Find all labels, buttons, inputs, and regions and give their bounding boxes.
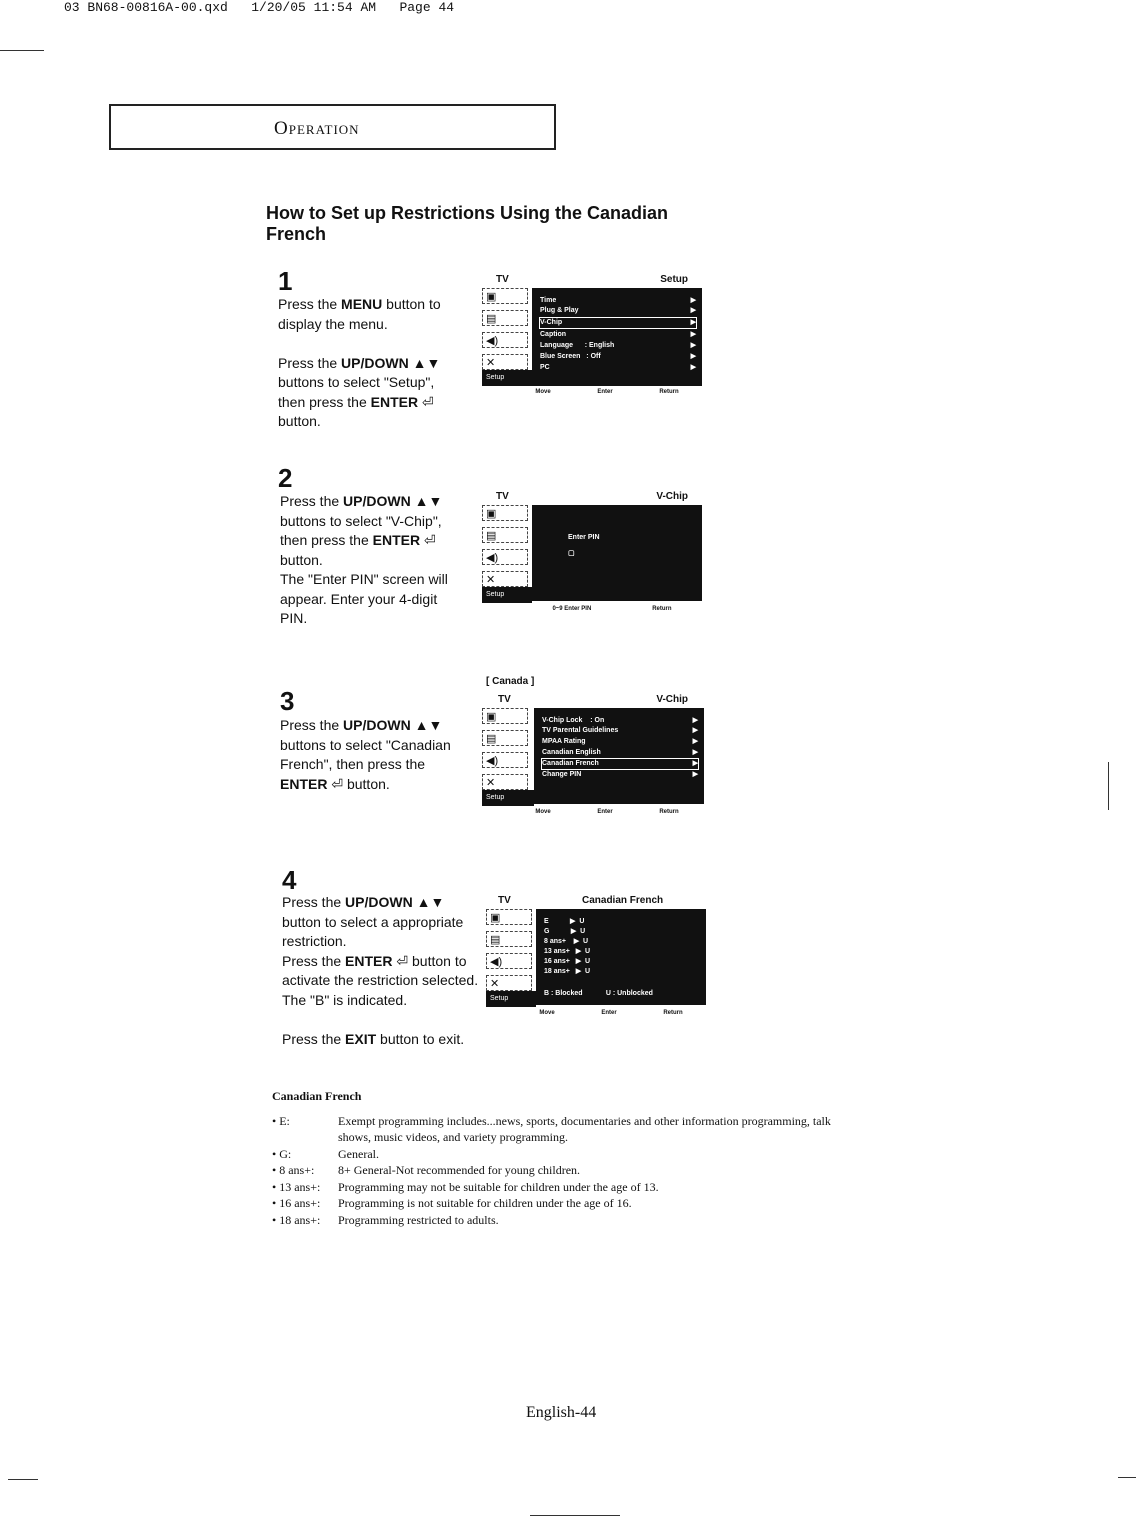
sound-icon: ◀) bbox=[482, 752, 528, 768]
list-item: • G: General. bbox=[272, 1146, 379, 1161]
section-box bbox=[109, 104, 556, 150]
screen-footer: Move Enter Return bbox=[535, 389, 679, 395]
setup-icon: ✕ bbox=[482, 354, 528, 370]
sound-icon: ◀) bbox=[482, 332, 528, 348]
screen-footer: 0~9 Enter PIN Return bbox=[552, 606, 672, 612]
picture-icon: ▣ bbox=[482, 505, 528, 521]
screen-tv-label: TV bbox=[496, 274, 509, 285]
print-header: 03 BN68-00816A-00.qxd 1/20/05 11:54 AM Page 44 bbox=[64, 0, 455, 15]
crop-mark bbox=[1108, 762, 1109, 810]
crop-mark bbox=[1118, 1477, 1136, 1478]
step-4-text: Press the UP/DOWN ▲▼ button to select a appropriate restriction. Press the ENTER ⏎ button to activate the restriction selected. The "B" is indicated. Press the EXIT button to exit. bbox=[282, 894, 479, 1047]
screen-footer: Move Enter Return bbox=[539, 1010, 683, 1016]
crop-mark bbox=[530, 1515, 620, 1516]
step-2-number: 2 bbox=[278, 463, 293, 493]
step-3-number: 3 bbox=[280, 686, 295, 716]
list-item: • E: Exempt programming includes...news, sports, documentaries and other information programming, talk shows, music videos, and variety programming. bbox=[272, 1113, 831, 1144]
step-2-text: Press the UP/DOWN ▲▼ buttons to select "V-Chip", then press the ENTER ⏎ button. The "Enter PIN" screen will appear. Enter your 4-digit PIN. bbox=[280, 493, 448, 626]
list-item: • 8 ans+: 8+ General-Not recommended for young children. bbox=[272, 1163, 581, 1177]
screen-footer: Move Enter Return bbox=[535, 809, 679, 815]
list-item: • 13 ans+: Programming may not be suitable for children under the age of 13. bbox=[272, 1179, 659, 1194]
region-label: [ Canada ] bbox=[486, 676, 535, 687]
step-1-number: 1 bbox=[278, 266, 293, 296]
step-4-number: 4 bbox=[282, 865, 297, 895]
crop-mark bbox=[8, 1479, 38, 1480]
page-number: English-44 bbox=[526, 1404, 597, 1421]
section-title: Operation bbox=[274, 118, 360, 139]
crop-mark bbox=[0, 50, 44, 51]
definitions-title: Canadian French bbox=[272, 1089, 362, 1103]
setup-menu: Time Plug & Play V-Chip Caption Language : English Blue Screen : Off PC ▶ ▶ ▶ ▶ ▶ ▶ ▶ bbox=[532, 288, 702, 386]
picture-icon: ▣ bbox=[486, 909, 532, 925]
step-3-text: Press the UP/DOWN ▲▼ buttons to select "Canadian French", then press the ENTER ⏎ button. bbox=[280, 717, 451, 792]
definitions-list bbox=[272, 1088, 832, 1228]
picture-icon: ▣ bbox=[482, 288, 528, 304]
sound-icon: ◀) bbox=[486, 953, 532, 969]
menu-screen-canadian-french: TV Canadian French ▣ ▤ ◀) ✕ Setup E ▶ U G ▶ U 8 ans+ ▶ U 13 ans+ ▶ U 16 ans+ ▶ U 18 ans+ ▶ U B : Blocked U : Unblocked Move Enter Return bbox=[486, 895, 708, 1023]
page-heading: How to Set up Restrictions Using the Canadian French bbox=[266, 203, 669, 244]
list-item: • 18 ans+: Programming restricted to adults. bbox=[272, 1212, 499, 1227]
channel-icon: ▤ bbox=[482, 527, 528, 543]
screen-title: Setup bbox=[660, 274, 688, 285]
picture-icon: ▣ bbox=[482, 708, 528, 724]
channel-icon: ▤ bbox=[482, 730, 528, 746]
step-1-text: Press the MENU button to display the menu. Press the UP/DOWN ▲▼ buttons to select "Setup", then press the ENTER ⏎ button. bbox=[278, 296, 441, 429]
setup-tab: Setup bbox=[482, 370, 532, 386]
list-item: • 16 ans+: Programming is not suitable for children under the age of 16. bbox=[272, 1196, 632, 1210]
setup-icon: ✕ bbox=[482, 774, 528, 790]
menu-screen-setup bbox=[482, 274, 704, 402]
setup-icon: ✕ bbox=[486, 975, 532, 991]
menu-screen-vchip-pin: TV V-Chip ▣ ▤ ◀) ✕ Setup Enter PIN ▢ 0~9 Enter PIN Return bbox=[482, 491, 704, 619]
menu-screen-vchip: [ Canada ] TV V-Chip ▣ ▤ ◀) ✕ Setup V-Chip Lock : On TV Parental Guidelines MPAA Rating Canadian English Canadian French Change PIN ▶ ▶ ▶ ▶ ▶ ▶ Move Enter Return bbox=[482, 676, 706, 821]
setup-icon: ✕ bbox=[482, 571, 528, 587]
channel-icon: ▤ bbox=[482, 310, 528, 326]
channel-icon: ▤ bbox=[486, 931, 532, 947]
sound-icon: ◀) bbox=[482, 549, 528, 565]
enter-pin-label: Enter PIN bbox=[568, 534, 600, 541]
